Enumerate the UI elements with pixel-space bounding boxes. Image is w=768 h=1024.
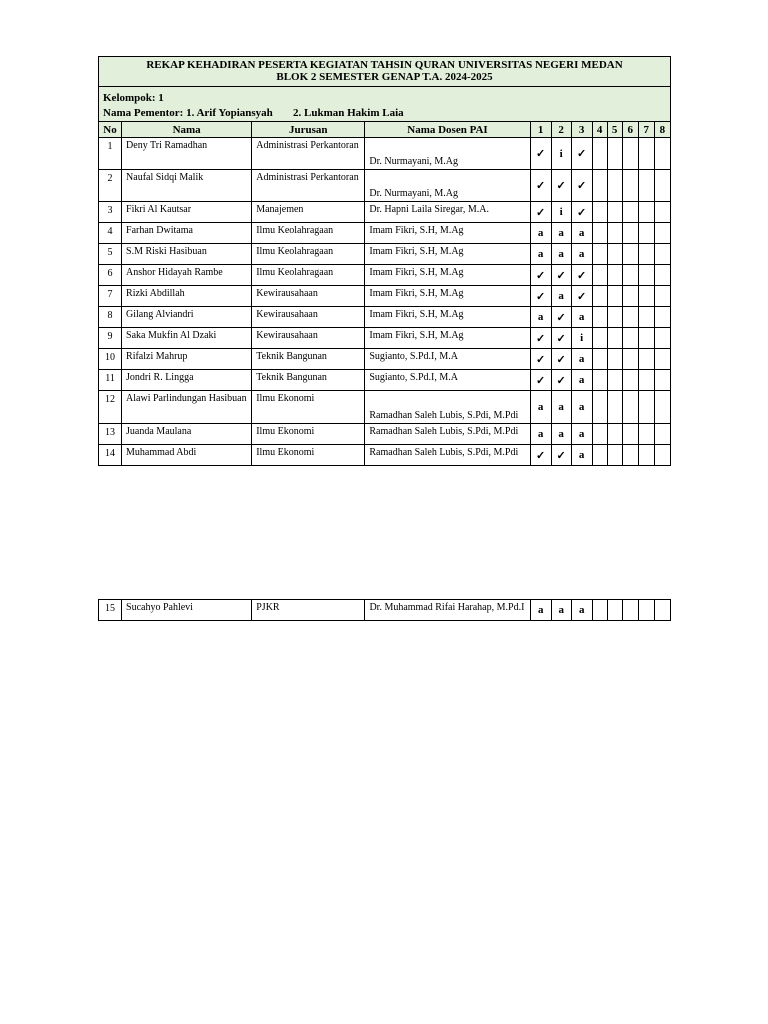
lecturer-name: Ramadhan Saleh Lubis, S.Pdi, M.Pdi xyxy=(365,445,530,466)
attendance-mark-1: ✓ xyxy=(530,445,551,466)
attendance-mark-7 xyxy=(638,370,654,391)
attendance-mark-6 xyxy=(622,600,638,621)
attendance-table-continued xyxy=(98,599,671,621)
student-name: Naufal Sidqi Malik xyxy=(122,170,252,202)
col-header-meeting-4: 4 xyxy=(592,122,607,138)
attendance-mark-5 xyxy=(607,600,622,621)
lecturer-name: Dr. Hapni Laila Siregar, M.A. xyxy=(365,202,530,223)
attendance-mark-7 xyxy=(638,138,654,170)
student-major: Ilmu Ekonomi xyxy=(252,424,365,445)
attendance-mark-8 xyxy=(654,328,670,349)
attendance-mark-4 xyxy=(592,600,607,621)
lecturer-name: Sugianto, S.Pd.I, M.A xyxy=(365,370,530,391)
row-number: 15 xyxy=(99,600,122,621)
attendance-mark-2: i xyxy=(551,138,571,170)
attendance-mark-3: a xyxy=(571,445,592,466)
lecturer-name: Imam Fikri, S.H, M.Ag xyxy=(365,244,530,265)
student-name: Juanda Maulana xyxy=(122,424,252,445)
attendance-mark-8 xyxy=(654,286,670,307)
attendance-mark-6 xyxy=(622,244,638,265)
attendance-mark-3: i xyxy=(571,328,592,349)
attendance-mark-4 xyxy=(592,202,607,223)
attendance-mark-8 xyxy=(654,170,670,202)
attendance-mark-6 xyxy=(622,286,638,307)
attendance-mark-5 xyxy=(607,328,622,349)
col-header-meeting-1: 1 xyxy=(530,122,551,138)
attendance-mark-6 xyxy=(622,424,638,445)
attendance-mark-1: ✓ xyxy=(530,202,551,223)
mentor-names: Nama Pementor: 1. Arif Yopiansyah 2. Lukman Hakim Laia xyxy=(99,104,671,122)
row-number: 5 xyxy=(99,244,122,265)
lecturer-name: Sugianto, S.Pd.I, M.A xyxy=(365,349,530,370)
student-name: S.M Riski Hasibuan xyxy=(122,244,252,265)
attendance-mark-4 xyxy=(592,170,607,202)
attendance-mark-4 xyxy=(592,391,607,424)
attendance-mark-8 xyxy=(654,307,670,328)
lecturer-name: Imam Fikri, S.H, M.Ag xyxy=(365,265,530,286)
row-number: 14 xyxy=(99,445,122,466)
attendance-mark-6 xyxy=(622,391,638,424)
row-number: 3 xyxy=(99,202,122,223)
attendance-mark-4 xyxy=(592,244,607,265)
col-header-nama: Nama xyxy=(122,122,252,138)
row-number: 9 xyxy=(99,328,122,349)
row-number: 12 xyxy=(99,391,122,424)
attendance-mark-5 xyxy=(607,307,622,328)
attendance-mark-2: a xyxy=(551,600,571,621)
attendance-mark-5 xyxy=(607,244,622,265)
attendance-mark-6 xyxy=(622,349,638,370)
attendance-mark-2: a xyxy=(551,223,571,244)
attendance-mark-4 xyxy=(592,286,607,307)
col-header-jurusan: Jurusan xyxy=(252,122,365,138)
table-row xyxy=(99,265,671,286)
attendance-mark-8 xyxy=(654,202,670,223)
attendance-mark-2: a xyxy=(551,244,571,265)
attendance-mark-5 xyxy=(607,223,622,244)
attendance-mark-5 xyxy=(607,265,622,286)
attendance-mark-3: a xyxy=(571,349,592,370)
attendance-mark-5 xyxy=(607,202,622,223)
attendance-mark-1: a xyxy=(530,424,551,445)
table-row xyxy=(99,349,671,370)
student-name: Fikri Al Kautsar xyxy=(122,202,252,223)
student-major: Ilmu Keolahragaan xyxy=(252,244,365,265)
attendance-mark-8 xyxy=(654,445,670,466)
attendance-mark-6 xyxy=(622,445,638,466)
attendance-mark-6 xyxy=(622,138,638,170)
lecturer-name: Dr. Nurmayani, M.Ag xyxy=(365,170,530,202)
attendance-mark-2: a xyxy=(551,391,571,424)
attendance-mark-4 xyxy=(592,138,607,170)
attendance-mark-8 xyxy=(654,265,670,286)
attendance-mark-6 xyxy=(622,370,638,391)
attendance-mark-7 xyxy=(638,424,654,445)
attendance-mark-6 xyxy=(622,170,638,202)
attendance-mark-1: a xyxy=(530,600,551,621)
student-name: Muhammad Abdi xyxy=(122,445,252,466)
attendance-mark-7 xyxy=(638,265,654,286)
student-name: Deny Tri Ramadhan xyxy=(122,138,252,170)
attendance-mark-1: a xyxy=(530,244,551,265)
student-major: Administrasi Perkantoran xyxy=(252,138,365,170)
table-row xyxy=(99,370,671,391)
student-major: Ilmu Ekonomi xyxy=(252,445,365,466)
lecturer-name: Dr. Nurmayani, M.Ag xyxy=(365,138,530,170)
attendance-mark-7 xyxy=(638,223,654,244)
attendance-mark-8 xyxy=(654,391,670,424)
student-name: Jondri R. Lingga xyxy=(122,370,252,391)
row-number: 2 xyxy=(99,170,122,202)
attendance-mark-4 xyxy=(592,370,607,391)
table-row xyxy=(99,328,671,349)
attendance-mark-3: a xyxy=(571,391,592,424)
lecturer-name: Ramadhan Saleh Lubis, S.Pdi, M.Pdi xyxy=(365,391,530,424)
row-number: 11 xyxy=(99,370,122,391)
attendance-mark-7 xyxy=(638,202,654,223)
attendance-mark-5 xyxy=(607,370,622,391)
attendance-mark-7 xyxy=(638,286,654,307)
student-name: Gilang Alviandri xyxy=(122,307,252,328)
row-number: 4 xyxy=(99,223,122,244)
attendance-mark-1: a xyxy=(530,223,551,244)
student-major: Kewirausahaan xyxy=(252,328,365,349)
table-row xyxy=(99,223,671,244)
row-number: 10 xyxy=(99,349,122,370)
attendance-mark-5 xyxy=(607,445,622,466)
student-major: Manajemen xyxy=(252,202,365,223)
col-header-meeting-7: 7 xyxy=(638,122,654,138)
attendance-mark-8 xyxy=(654,244,670,265)
lecturer-name: Ramadhan Saleh Lubis, S.Pdi, M.Pdi xyxy=(365,424,530,445)
attendance-table xyxy=(98,56,671,466)
student-name: Rifalzi Mahrup xyxy=(122,349,252,370)
lecturer-name: Imam Fikri, S.H, M.Ag xyxy=(365,328,530,349)
attendance-mark-7 xyxy=(638,307,654,328)
col-header-meeting-5: 5 xyxy=(607,122,622,138)
student-name: Saka Mukfin Al Dzaki xyxy=(122,328,252,349)
attendance-mark-4 xyxy=(592,349,607,370)
attendance-mark-2: a xyxy=(551,424,571,445)
lecturer-name: Imam Fikri, S.H, M.Ag xyxy=(365,307,530,328)
attendance-mark-7 xyxy=(638,328,654,349)
attendance-mark-2: ✓ xyxy=(551,265,571,286)
col-header-meeting-2: 2 xyxy=(551,122,571,138)
attendance-mark-2: ✓ xyxy=(551,328,571,349)
lecturer-name: Imam Fikri, S.H, M.Ag xyxy=(365,223,530,244)
attendance-mark-3: a xyxy=(571,600,592,621)
lecturer-name: Dr. Muhammad Rifai Harahap, M.Pd.I xyxy=(365,600,530,621)
attendance-mark-1: a xyxy=(530,307,551,328)
student-major: Ilmu Keolahragaan xyxy=(252,265,365,286)
attendance-mark-1: a xyxy=(530,391,551,424)
attendance-mark-3: ✓ xyxy=(571,138,592,170)
attendance-mark-1: ✓ xyxy=(530,138,551,170)
lecturer-name: Imam Fikri, S.H, M.Ag xyxy=(365,286,530,307)
row-number: 1 xyxy=(99,138,122,170)
attendance-mark-3: a xyxy=(571,424,592,445)
attendance-mark-3: ✓ xyxy=(571,286,592,307)
attendance-mark-8 xyxy=(654,349,670,370)
attendance-mark-7 xyxy=(638,244,654,265)
attendance-mark-7 xyxy=(638,391,654,424)
student-name: Rizki Abdillah xyxy=(122,286,252,307)
table-row xyxy=(99,170,671,202)
attendance-mark-4 xyxy=(592,424,607,445)
student-major: Administrasi Perkantoran xyxy=(252,170,365,202)
attendance-mark-1: ✓ xyxy=(530,170,551,202)
attendance-mark-5 xyxy=(607,138,622,170)
attendance-mark-2: a xyxy=(551,286,571,307)
attendance-mark-8 xyxy=(654,370,670,391)
table-row xyxy=(99,445,671,466)
attendance-mark-8 xyxy=(654,600,670,621)
table-row xyxy=(99,600,671,621)
student-major: Kewirausahaan xyxy=(252,307,365,328)
table-row xyxy=(99,286,671,307)
attendance-mark-5 xyxy=(607,391,622,424)
attendance-mark-6 xyxy=(622,265,638,286)
attendance-mark-3: ✓ xyxy=(571,265,592,286)
student-major: Ilmu Keolahragaan xyxy=(252,223,365,244)
table-row xyxy=(99,138,671,170)
attendance-mark-8 xyxy=(654,424,670,445)
student-name: Farhan Dwitama xyxy=(122,223,252,244)
attendance-mark-7 xyxy=(638,600,654,621)
attendance-mark-6 xyxy=(622,307,638,328)
attendance-mark-1: ✓ xyxy=(530,265,551,286)
attendance-mark-2: ✓ xyxy=(551,307,571,328)
attendance-mark-3: ✓ xyxy=(571,170,592,202)
attendance-mark-4 xyxy=(592,445,607,466)
attendance-mark-3: ✓ xyxy=(571,202,592,223)
row-number: 13 xyxy=(99,424,122,445)
attendance-mark-6 xyxy=(622,223,638,244)
attendance-mark-8 xyxy=(654,138,670,170)
table-row xyxy=(99,391,671,424)
table-row xyxy=(99,424,671,445)
student-name: Anshor Hidayah Rambe xyxy=(122,265,252,286)
attendance-mark-7 xyxy=(638,349,654,370)
attendance-mark-7 xyxy=(638,170,654,202)
table-row xyxy=(99,202,671,223)
attendance-mark-8 xyxy=(654,223,670,244)
attendance-mark-1: ✓ xyxy=(530,328,551,349)
student-major: Ilmu Ekonomi xyxy=(252,391,365,424)
student-major: Teknik Bangunan xyxy=(252,349,365,370)
student-name: Alawi Parlindungan Hasibuan xyxy=(122,391,252,424)
attendance-mark-6 xyxy=(622,202,638,223)
row-number: 8 xyxy=(99,307,122,328)
table-row xyxy=(99,307,671,328)
attendance-mark-2: ✓ xyxy=(551,445,571,466)
student-major: Teknik Bangunan xyxy=(252,370,365,391)
attendance-mark-4 xyxy=(592,328,607,349)
row-number: 6 xyxy=(99,265,122,286)
attendance-mark-1: ✓ xyxy=(530,370,551,391)
group-label: Kelompok: 1 xyxy=(99,87,671,105)
attendance-mark-4 xyxy=(592,265,607,286)
attendance-mark-3: a xyxy=(571,223,592,244)
attendance-mark-5 xyxy=(607,170,622,202)
attendance-mark-3: a xyxy=(571,244,592,265)
attendance-mark-1: ✓ xyxy=(530,349,551,370)
student-major: PJKR xyxy=(252,600,365,621)
col-header-meeting-3: 3 xyxy=(571,122,592,138)
attendance-mark-5 xyxy=(607,424,622,445)
attendance-mark-3: a xyxy=(571,307,592,328)
col-header-no: No xyxy=(99,122,122,138)
col-header-meeting-6: 6 xyxy=(622,122,638,138)
attendance-mark-2: ✓ xyxy=(551,170,571,202)
student-major: Kewirausahaan xyxy=(252,286,365,307)
attendance-mark-6 xyxy=(622,328,638,349)
student-name: Sucahyo Pahlevi xyxy=(122,600,252,621)
attendance-mark-5 xyxy=(607,349,622,370)
attendance-mark-5 xyxy=(607,286,622,307)
attendance-mark-2: i xyxy=(551,202,571,223)
attendance-mark-4 xyxy=(592,307,607,328)
attendance-mark-1: ✓ xyxy=(530,286,551,307)
attendance-mark-4 xyxy=(592,223,607,244)
row-number: 7 xyxy=(99,286,122,307)
attendance-mark-2: ✓ xyxy=(551,349,571,370)
attendance-mark-3: a xyxy=(571,370,592,391)
attendance-mark-7 xyxy=(638,445,654,466)
report-title: REKAP KEHADIRAN PESERTA KEGIATAN TAHSIN QURAN UNIVERSITAS NEGERI MEDAN BLOK 2 SEMESTER GENAP T.A. 2024-2025 xyxy=(99,57,671,87)
col-header-dosen: Nama Dosen PAI xyxy=(365,122,530,138)
attendance-mark-2: ✓ xyxy=(551,370,571,391)
col-header-meeting-8: 8 xyxy=(654,122,670,138)
table-row xyxy=(99,244,671,265)
